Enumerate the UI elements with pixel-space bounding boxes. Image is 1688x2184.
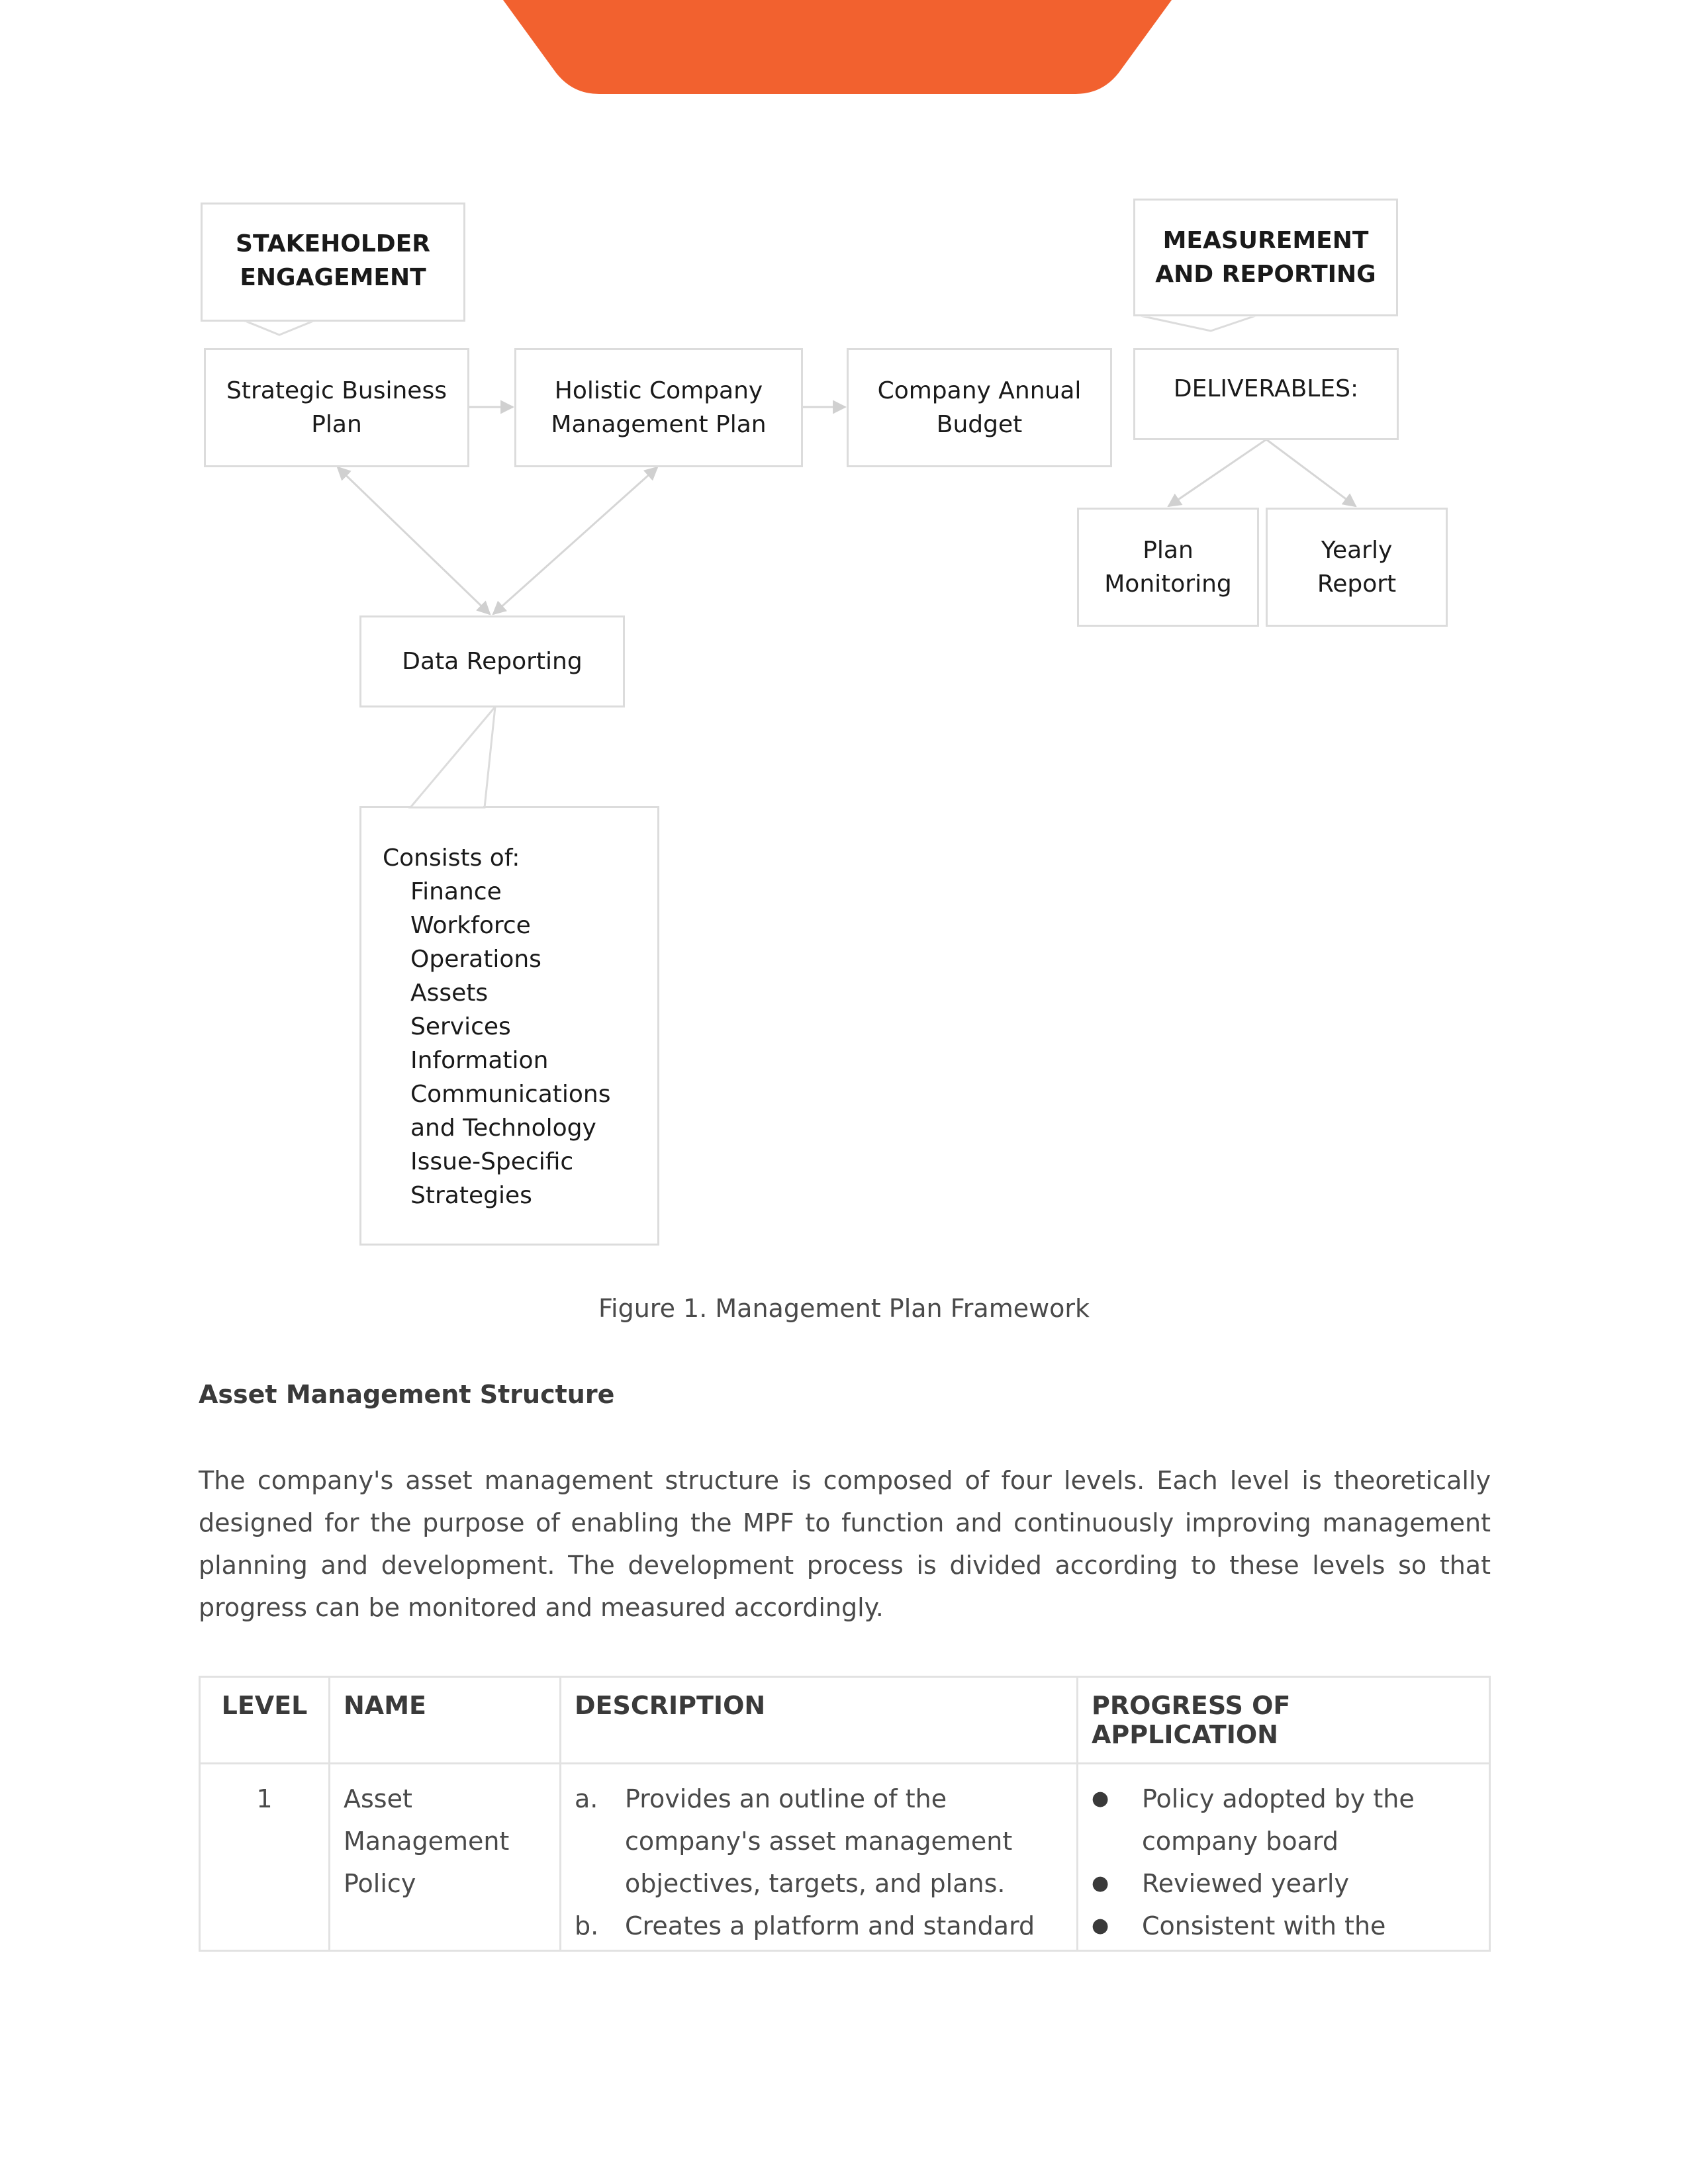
list-item: Operations bbox=[410, 946, 541, 973]
header-level: LEVEL bbox=[200, 1677, 330, 1764]
figure-caption: Figure 1. Management Plan Framework bbox=[598, 1294, 1090, 1323]
table-header-row bbox=[200, 1677, 1490, 1764]
stakeholder-callout-pointer bbox=[244, 320, 315, 335]
list-item: Strategies bbox=[410, 1182, 532, 1209]
progress-item bbox=[1092, 1862, 1476, 1905]
body-paragraph: The company's asset management structure is composed of four levels. Each level is theoretically designed for the purpose of enabling the MPF to function and continuously improving management planning and development. The development process is divided according to these levels so that progress can be monitored and measured accordingly. bbox=[199, 1466, 1491, 1622]
list-item: Services bbox=[410, 1013, 511, 1040]
description-item bbox=[575, 1778, 1063, 1905]
holistic-management-plan-box: Holistic Company Management Plan bbox=[514, 348, 803, 467]
progress-text: Consistent with the bbox=[1142, 1911, 1386, 1940]
progress-text: Reviewed yearly bbox=[1142, 1869, 1349, 1898]
connector-strategic-to-data bbox=[338, 467, 490, 614]
list-item: Workforce bbox=[410, 912, 531, 939]
bullet-icon: ● bbox=[1092, 1787, 1109, 1810]
consists-of-box-top-border-left bbox=[359, 806, 412, 808]
consists-of-box bbox=[359, 806, 659, 1246]
measurement-callout-pointer bbox=[1137, 315, 1258, 331]
cell-progress bbox=[1078, 1764, 1490, 1951]
enum-marker: a. bbox=[575, 1784, 598, 1813]
header-description: DESCRIPTION bbox=[561, 1677, 1078, 1764]
description-text: Creates a platform and standard bbox=[625, 1911, 1035, 1940]
list-item: and Technology bbox=[410, 1115, 596, 1142]
data-reporting-box: Data Reporting bbox=[359, 615, 625, 707]
table-row bbox=[200, 1764, 1490, 1951]
cell-description bbox=[561, 1764, 1078, 1951]
consists-of-box-top-border-right bbox=[483, 806, 659, 808]
annual-budget-box: Company Annual Budget bbox=[847, 348, 1112, 467]
list-item: Information bbox=[410, 1047, 549, 1074]
measurement-reporting-callout: MEASUREMENT AND REPORTING bbox=[1133, 199, 1398, 316]
progress-item bbox=[1092, 1778, 1476, 1862]
progress-item bbox=[1092, 1905, 1476, 1947]
description-item bbox=[575, 1905, 1063, 1947]
cell-name: Asset Management Policy bbox=[330, 1764, 561, 1951]
list-item: Communications bbox=[410, 1081, 611, 1108]
list-item: Issue-Specific bbox=[410, 1148, 574, 1175]
connector-deliverables-to-report bbox=[1266, 439, 1356, 506]
enum-marker: b. bbox=[575, 1911, 599, 1940]
asset-management-levels-table bbox=[199, 1676, 1491, 1952]
header-name: NAME bbox=[330, 1677, 561, 1764]
plan-monitoring-box: Plan Monitoring bbox=[1077, 508, 1259, 627]
cell-level: 1 bbox=[200, 1764, 330, 1951]
description-text: Provides an outline of the company's asset management objectives, targets, and plans. bbox=[625, 1784, 1013, 1898]
bullet-icon: ● bbox=[1092, 1872, 1109, 1895]
header-progress: PROGRESS OF APPLICATION bbox=[1078, 1677, 1490, 1764]
consists-of-heading: Consists of: bbox=[383, 844, 520, 872]
connector-holistic-to-data bbox=[493, 467, 657, 614]
list-callout-pointer bbox=[410, 707, 495, 807]
deliverables-box: DELIVERABLES: bbox=[1133, 348, 1399, 440]
progress-text: Policy adopted by the company board bbox=[1142, 1784, 1415, 1856]
stakeholder-engagement-callout: STAKEHOLDER ENGAGEMENT bbox=[201, 203, 465, 322]
bullet-icon: ● bbox=[1092, 1914, 1109, 1937]
list-item: Finance bbox=[410, 878, 502, 905]
section-heading: Asset Management Structure bbox=[199, 1380, 615, 1409]
list-item: Assets bbox=[410, 979, 489, 1007]
strategic-business-plan-box: Strategic Business Plan bbox=[204, 348, 469, 467]
connector-deliverables-to-monitoring bbox=[1168, 439, 1266, 506]
yearly-report-box: Yearly Report bbox=[1266, 508, 1448, 627]
